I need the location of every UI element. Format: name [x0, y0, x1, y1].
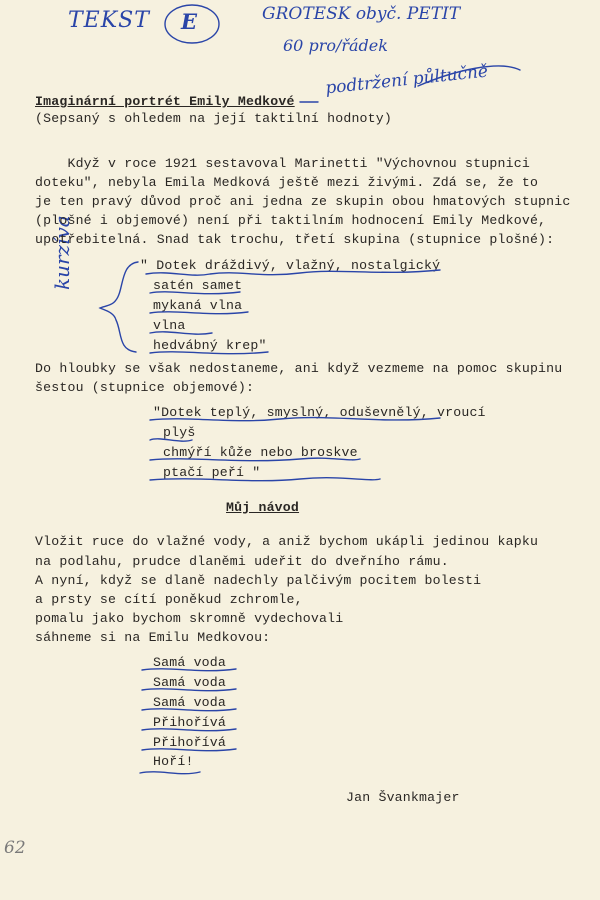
guide-line: pomalu jako bychom skromně vydechovali	[35, 611, 344, 626]
signature: Jan Švankmajer	[346, 790, 460, 805]
group6-item: plyš	[163, 425, 196, 440]
group6-item: "Dotek teplý, smyslný, oduševnělý, vroucí	[153, 405, 486, 420]
group3-item: mykaná vlna	[153, 298, 243, 313]
chant-line: Samá voda	[153, 655, 227, 670]
annotation-size-note: 60 pro/řádek	[283, 36, 388, 55]
annotation-groteska: GROTESK obyč. PETIT	[262, 4, 461, 24]
wave-underline	[140, 772, 200, 774]
group3-item: vlna	[153, 318, 186, 333]
annotation-kurziva: kurzíva	[50, 215, 74, 290]
group3-brace	[100, 262, 138, 352]
guide-heading: Můj návod	[226, 500, 300, 515]
chant-line: Přihořívá	[153, 715, 227, 730]
guide-line: Vložit ruce do vlažné vody, a aniž bychom ukápli jedinou kapku	[35, 534, 539, 549]
guide-line: sáhneme si na Emilu Medkovou:	[35, 630, 271, 645]
annotation-page-number: 62	[4, 838, 26, 858]
group6-item: ptačí peří "	[163, 465, 261, 480]
intro-line: (plošné i objemové) není při taktilním hodnocení Emily Medkové,	[35, 213, 547, 228]
chant-line: Samá voda	[153, 675, 227, 690]
group3-item: satén samet	[153, 278, 243, 293]
intro-line: doteku", nebyla Emila Medková ještě mezi živými. Zdá se, že to	[35, 175, 539, 190]
guide-line: A nyní, když se dlaně nadechly palčivým pocitem bolesti	[35, 573, 482, 588]
intro-line: je ten pravý důvod proč ani jedna ze skupin obou hmatových stupnic	[35, 194, 571, 209]
annotation-tekst: TEKST	[68, 8, 150, 33]
page-title: Imaginární portrét Emily Medkové	[35, 94, 295, 109]
group6-item: chmýří kůže nebo broskve	[163, 445, 358, 460]
group3-item: hedvábný krep"	[153, 338, 267, 353]
intro-line: Když v roce 1921 sestavoval Marinetti "Výchovnou stupnici	[35, 156, 530, 171]
page-subtitle: (Sepsaný s ohledem na její taktilní hodnoty)	[35, 111, 393, 126]
guide-line: na podlahu, prudce dlaněmi udeřit do dveřního rámu.	[35, 554, 449, 569]
annotation-underline-note: podtržení půltučně	[324, 61, 489, 99]
chant-line: Hoří!	[153, 754, 194, 769]
guide-line: a prsty se cítí poněkud zchromle,	[35, 592, 303, 607]
middle-line: šestou (stupnice objemové):	[35, 380, 255, 395]
chant-line: Přihořívá	[153, 735, 227, 750]
middle-line: Do hloubky se však nedostaneme, ani když vezmeme na pomoc skupinu	[35, 361, 563, 376]
chant-line: Samá voda	[153, 695, 227, 710]
annotation-e-mark: E	[181, 9, 198, 34]
group3-item: " Dotek dráždivý, vlažný, nostalgický	[140, 258, 441, 273]
intro-line: upotřebitelná. Snad tak trochu, třetí skupina (stupnice plošné):	[35, 232, 555, 247]
